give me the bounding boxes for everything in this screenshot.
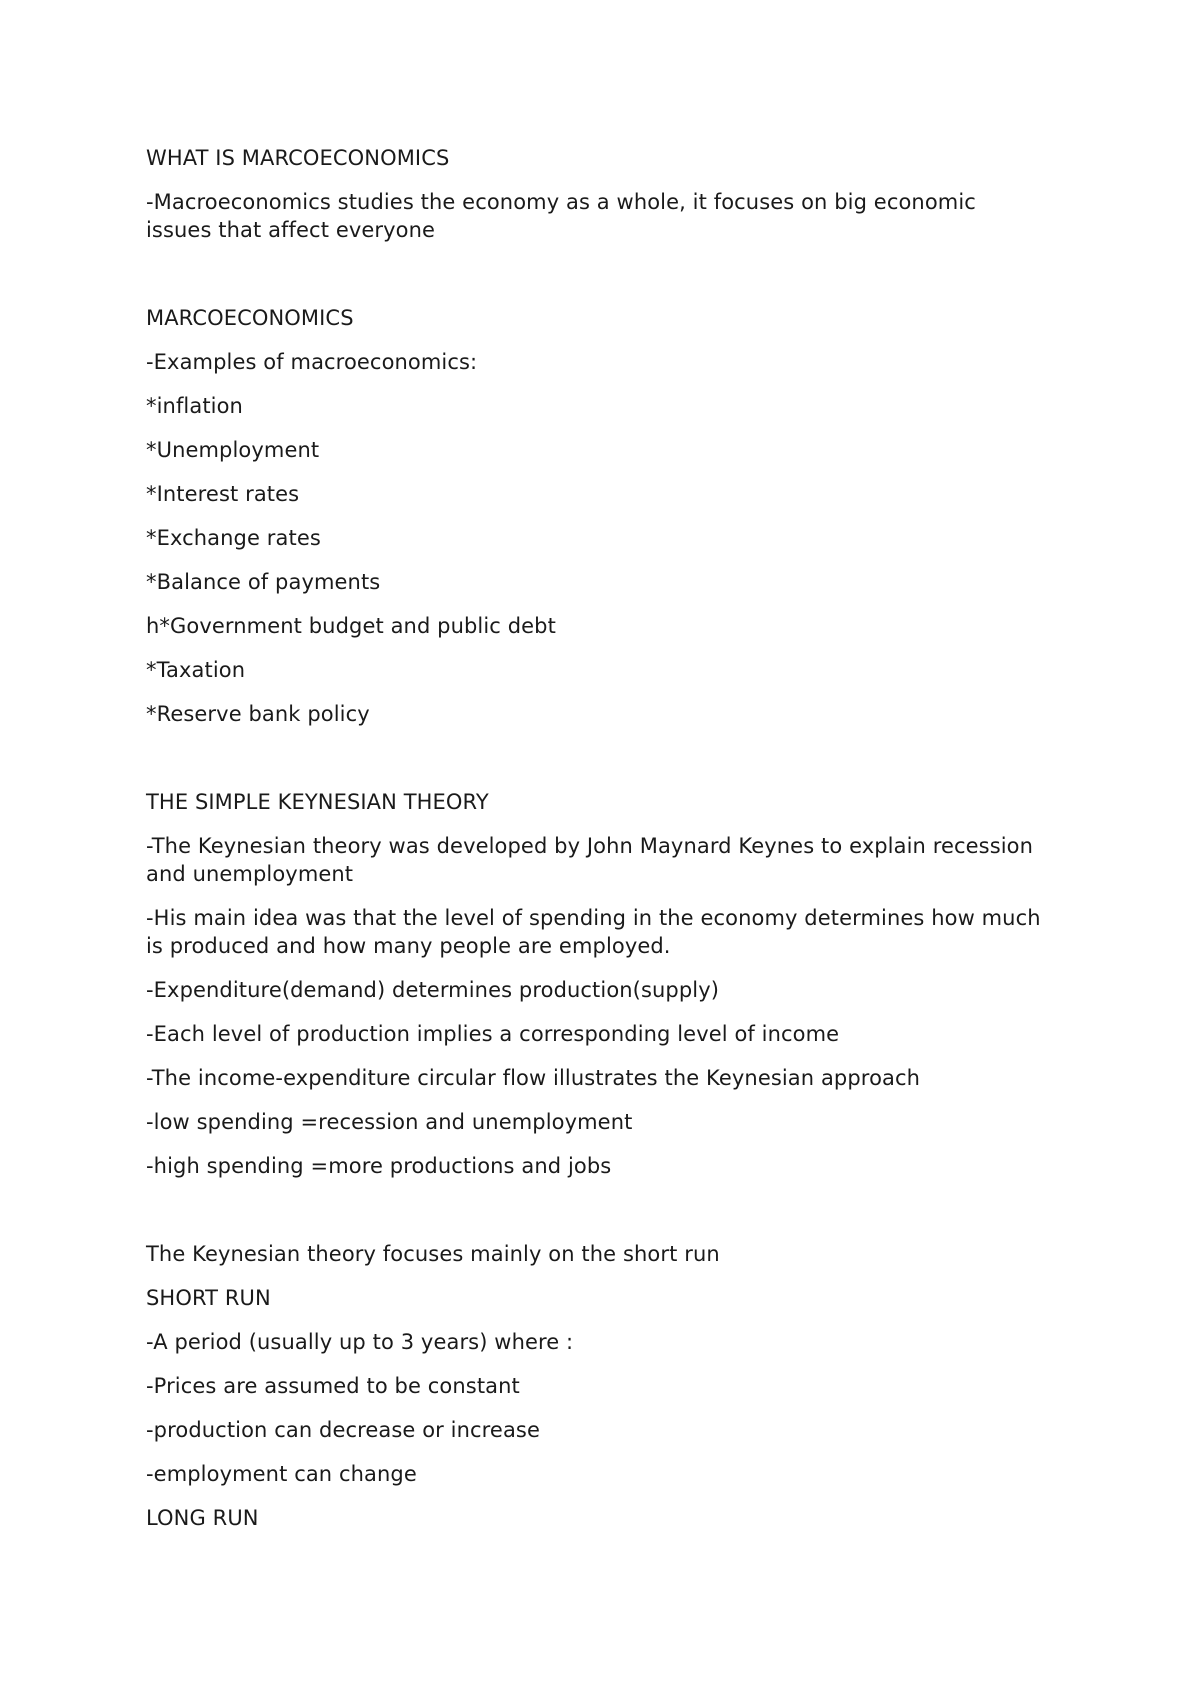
list-item: *Unemployment xyxy=(146,438,320,462)
list-item: *Reserve bank policy xyxy=(146,702,370,726)
list-item: *Interest rates xyxy=(146,482,300,506)
short-run-point: -production can decrease or increase xyxy=(146,1418,540,1442)
list-item: *inflation xyxy=(146,394,243,418)
paragraph-gap xyxy=(146,744,1046,788)
keynesian-point: -high spending =more productions and jobs xyxy=(146,1154,612,1178)
keynesian-point: -His main idea was that the level of spending in the economy determines how much is produced and how many people are employed. xyxy=(146,906,1048,958)
section-heading-keynesian-theory: THE SIMPLE KEYNESIAN THEORY xyxy=(146,790,489,814)
keynesian-point: -Each level of production implies a corresponding level of income xyxy=(146,1022,840,1046)
short-run-point: -employment can change xyxy=(146,1462,417,1486)
paragraph-gap xyxy=(146,1196,1046,1240)
short-run-point: -A period (usually up to 3 years) where : xyxy=(146,1330,574,1354)
section-heading-long-run: LONG RUN xyxy=(146,1506,259,1530)
examples-intro: -Examples of macroeconomics: xyxy=(146,350,478,374)
list-item: *Taxation xyxy=(146,658,246,682)
section-heading-short-run: SHORT RUN xyxy=(146,1286,271,1310)
keynesian-point: -low spending =recession and unemployment xyxy=(146,1110,633,1134)
list-item: *Exchange rates xyxy=(146,526,321,550)
keynesian-point: -The Keynesian theory was developed by John Maynard Keynes to explain recession and unemployment xyxy=(146,834,1047,886)
macroeconomics-definition: -Macroeconomics studies the economy as a whole, it focuses on big economic issues that affect everyone xyxy=(146,190,983,242)
keynesian-point: -Expenditure(demand) determines production(supply) xyxy=(146,978,720,1002)
short-run-intro: The Keynesian theory focuses mainly on the short run xyxy=(146,1242,720,1266)
section-heading-macroeconomics: MARCOECONOMICS xyxy=(146,306,354,330)
section-heading-what-is-macroeconomics: WHAT IS MARCOECONOMICS xyxy=(146,146,450,170)
short-run-point: -Prices are assumed to be constant xyxy=(146,1374,520,1398)
list-item: *Balance of payments xyxy=(146,570,381,594)
paragraph-gap xyxy=(146,260,1046,304)
document-body xyxy=(146,144,1046,1548)
keynesian-point: -The income-expenditure circular flow illustrates the Keynesian approach xyxy=(146,1066,921,1090)
list-item: h*Government budget and public debt xyxy=(146,614,556,638)
